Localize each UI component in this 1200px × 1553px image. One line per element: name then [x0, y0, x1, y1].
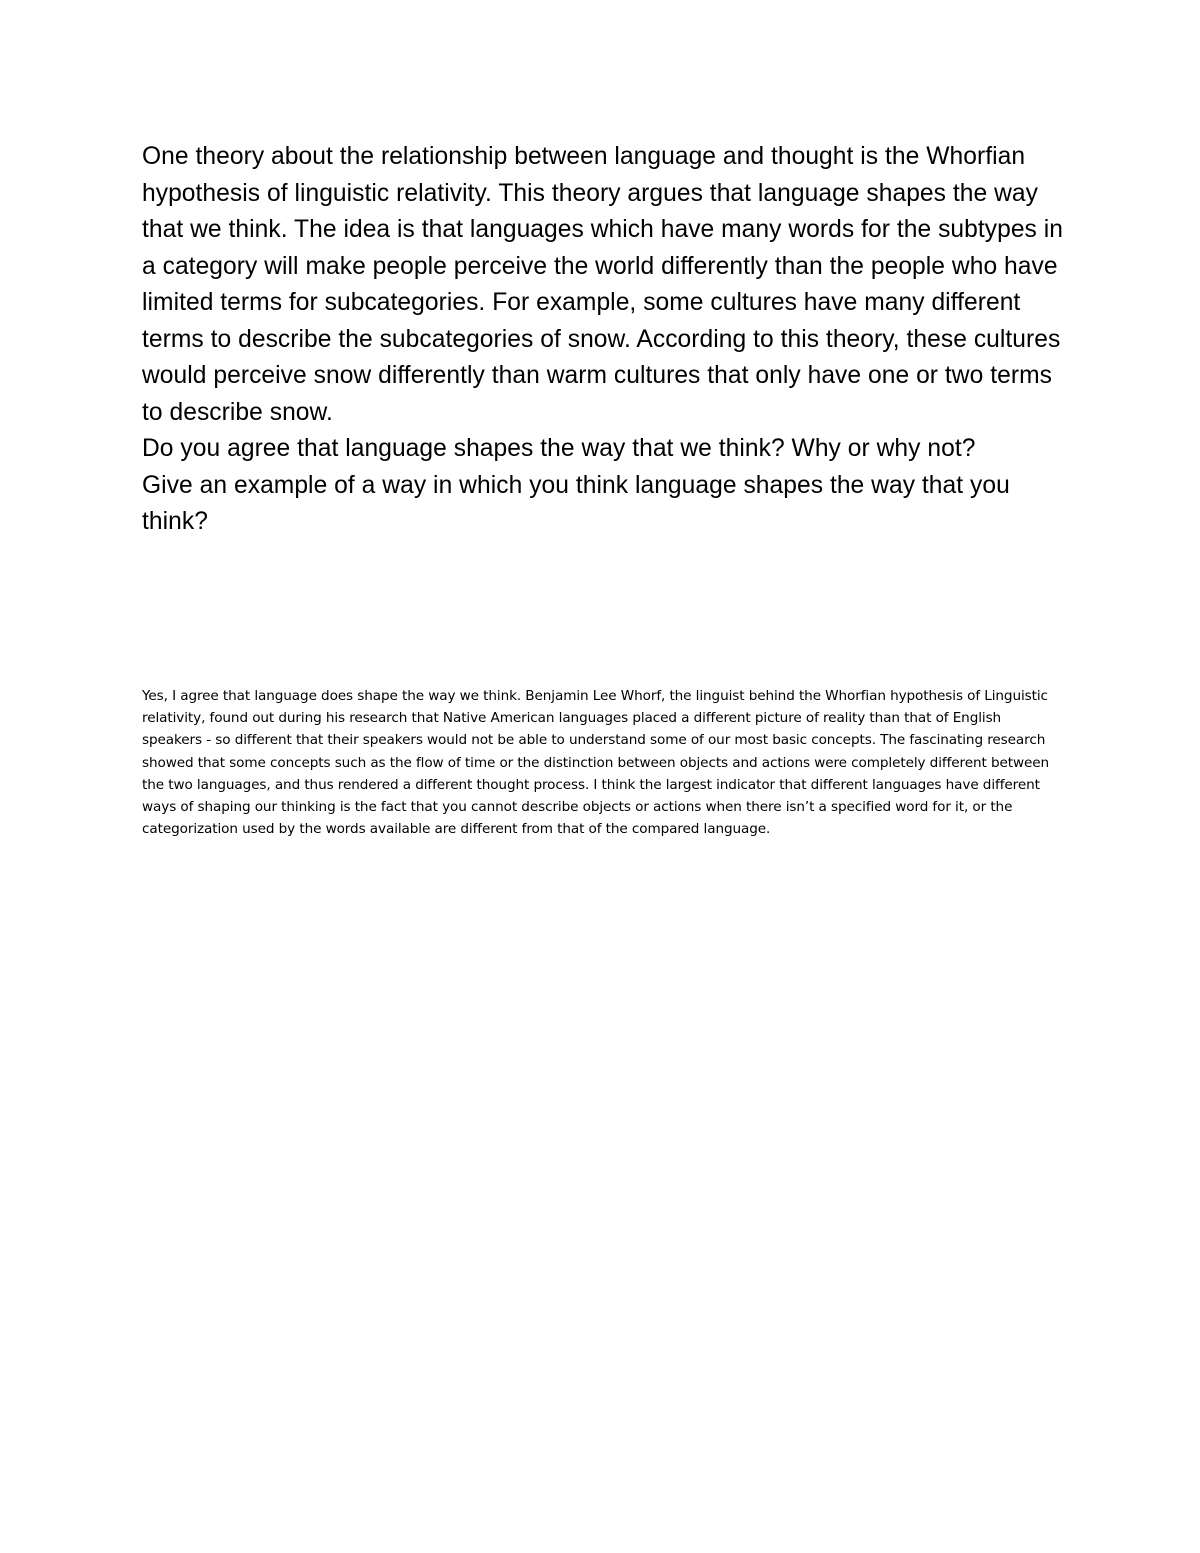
prompt-section [142, 139, 1072, 541]
question-example: Give an example of a way in which you think language shapes the way that you think? [142, 471, 1010, 535]
question-agree: Do you agree that language shapes the way that we think? Why or why not? [142, 435, 976, 462]
answer-paragraph: Yes, I agree that language does shape the way we think. Benjamin Lee Whorf, the linguist behind the Whorfian hypothesis of Linguistic relativity, found out during his research that Native American languages placed a different picture of reality than that of English speakers - so different that their speakers would not be able to understand some of our most basic concepts. The fascinating research showed that some concepts such as the flow of time or the distinction between objects and actions were completely different between the two languages, and thus rendered a different thought process. I think the largest indicator that different languages have different ways of shaping our thinking is the fact that you cannot describe objects or actions when there isn’t a specified word for it, or the categorization used by the words available are different from that of the compared language. [142, 688, 1050, 838]
answer-section [142, 685, 1062, 840]
intro-paragraph: One theory about the relationship between language and thought is the Whorfian hypothesis of linguistic relativity. This theory argues that language shapes the way that we think. The idea is that languages which have many words for the subtypes in a category will make people perceive the world differently than the people who have limited terms for subcategories. For example, some cultures have many different terms to describe the subcategories of snow. According to this theory, these cultures would perceive snow differently than warm cultures that only have one or two terms to describe snow. [142, 143, 1064, 426]
